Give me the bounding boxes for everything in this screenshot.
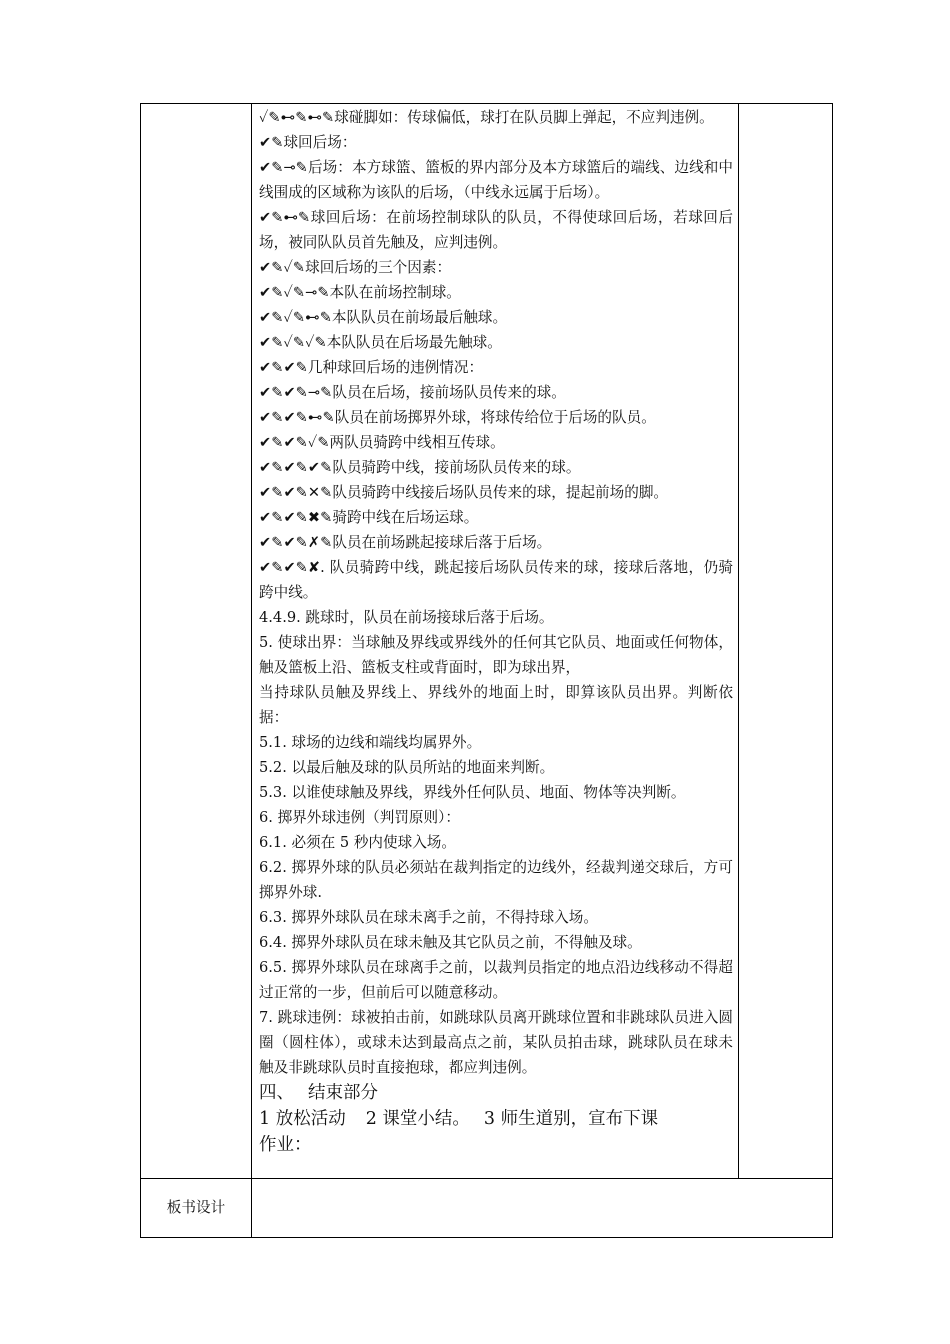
text-line: ✔✎✔✎⊸✎队员在后场，接前场队员传来的球。 (259, 384, 566, 401)
text-line: 5.1. 球场的边线和端线均属界外。 (259, 734, 482, 751)
board-content-cell (252, 1179, 833, 1238)
text-line: ✔✎✔✎✖✎骑跨中线在后场运球。 (259, 509, 479, 526)
text-line: ✔✎⊷✎球回后场：在前场控制球队的队员，不得使球回后场，若球回后场，被同队队员首先触及，应判违例。 (259, 209, 733, 251)
text-line: ✔✎✓✎✓✎本队队员在后场最先触球。 (259, 334, 502, 351)
left-cell (141, 104, 252, 1179)
content-row (141, 104, 833, 1179)
text-line: 6.5. 掷界外球队员在球离手之前，以裁判员指定的地点沿边线移动不得超过正常的一步，但前后可以随意移动。 (259, 959, 733, 1001)
board-row (141, 1179, 833, 1238)
text-line: ✔✎✔✎⊷✎队员在前场掷界外球，将球传给位于后场的队员。 (259, 409, 656, 426)
text-line: ✓✎⊷✎⊷✎球碰脚如：传球偏低，球打在队员脚上弹起，不应判违例。 (259, 109, 714, 126)
text-line: 6.4. 掷界外球队员在球未触及其它队员之前，不得触及球。 (259, 934, 642, 951)
text-line: ✔✎✔✎✔✎队员骑跨中线，接前场队员传来的球。 (259, 459, 581, 476)
content-body (252, 104, 739, 1158)
closing-item: 1 放松活动 (259, 1109, 346, 1129)
homework-label: 作业： (259, 1135, 312, 1155)
board-label: 板书设计 (166, 1199, 226, 1216)
text-line: ✔✎✔✎✕✎队员骑跨中线接后场队员传来的球，提起前场的脚。 (259, 484, 669, 501)
text-line: ✔✎球回后场： (259, 134, 357, 151)
text-line: 6.3. 掷界外球队员在球未离手之前，不得持球入场。 (259, 909, 598, 926)
text-line: 5.2. 以最后触及球的队员所站的地面来判断。 (259, 759, 555, 776)
text-line: ✔✎✓✎⊸✎本队在前场控制球。 (259, 284, 461, 301)
closing-items (259, 1106, 733, 1132)
text-line: ✔✎✔✎几种球回后场的违例情况： (259, 359, 484, 376)
closing-heading (259, 1080, 733, 1106)
board-label-cell (141, 1179, 252, 1238)
text-line: 6.2. 掷界外球的队员必须站在裁判指定的边线外，经裁判递交球后，方可掷界外球. (259, 859, 733, 901)
text-line: 4.4.9. 跳球时，队员在前场接球后落于后场。 (259, 609, 554, 626)
text-line: 6.1. 必须在 5 秒内使球入场。 (259, 834, 456, 851)
lesson-plan-table (140, 103, 833, 1238)
text-line: ✔✎✔✎✓✎两队员骑跨中线相互传球。 (259, 434, 505, 451)
content-cell (252, 104, 739, 1179)
right-cell (739, 104, 833, 1179)
text-line: 7. 跳球违例：球被拍击前，如跳球队员离开跳球位置和非跳球队员进入圆圈（圆柱体），或球未达到最高点之前，某队员拍击球，跳球队员在球未触及非跳球队员时直接抱球，都应判违例。 (259, 1009, 733, 1076)
text-line: ✔✎✓✎球回后场的三个因素： (259, 259, 452, 276)
text-line: ✔✎⊸✎后场：本方球篮、篮板的界内部分及本方球篮后的端线、边线和中线围成的区域称为该队的后场，（中线永远属于后场）。 (259, 159, 733, 201)
text-line: 当持球队员触及界线上、界线外的地面上时，即算该队员出界。判断依据： (259, 684, 733, 726)
text-line: 6. 掷界外球违例（判罚原则）： (259, 809, 460, 826)
text-line: ✔✎✔✎✘. 队员骑跨中线，跳起接后场队员传来的球，接球后落地，仍骑跨中线。 (259, 559, 733, 601)
closing-heading-text: 结束部分 (308, 1083, 378, 1103)
text-line: ✔✎✔✎✗✎队员在前场跳起接球后落于后场。 (259, 534, 552, 551)
text-line: 5.3. 以谁使球触及界线，界线外任何队员、地面、物体等决判断。 (259, 784, 686, 801)
text-line: ✔✎✓✎⊷✎本队队员在前场最后触球。 (259, 309, 508, 326)
closing-heading-number: 四、 (259, 1083, 294, 1103)
closing-item: 3 师生道别，宣布下课 (483, 1109, 659, 1129)
text-line: 5. 使球出界：当球触及界线或界线外的任何其它队员、地面或任何物体，触及篮板上沿、篮板支柱或背面时，即为球出界， (259, 634, 733, 676)
closing-item: 2 课堂小结。 (365, 1109, 470, 1129)
